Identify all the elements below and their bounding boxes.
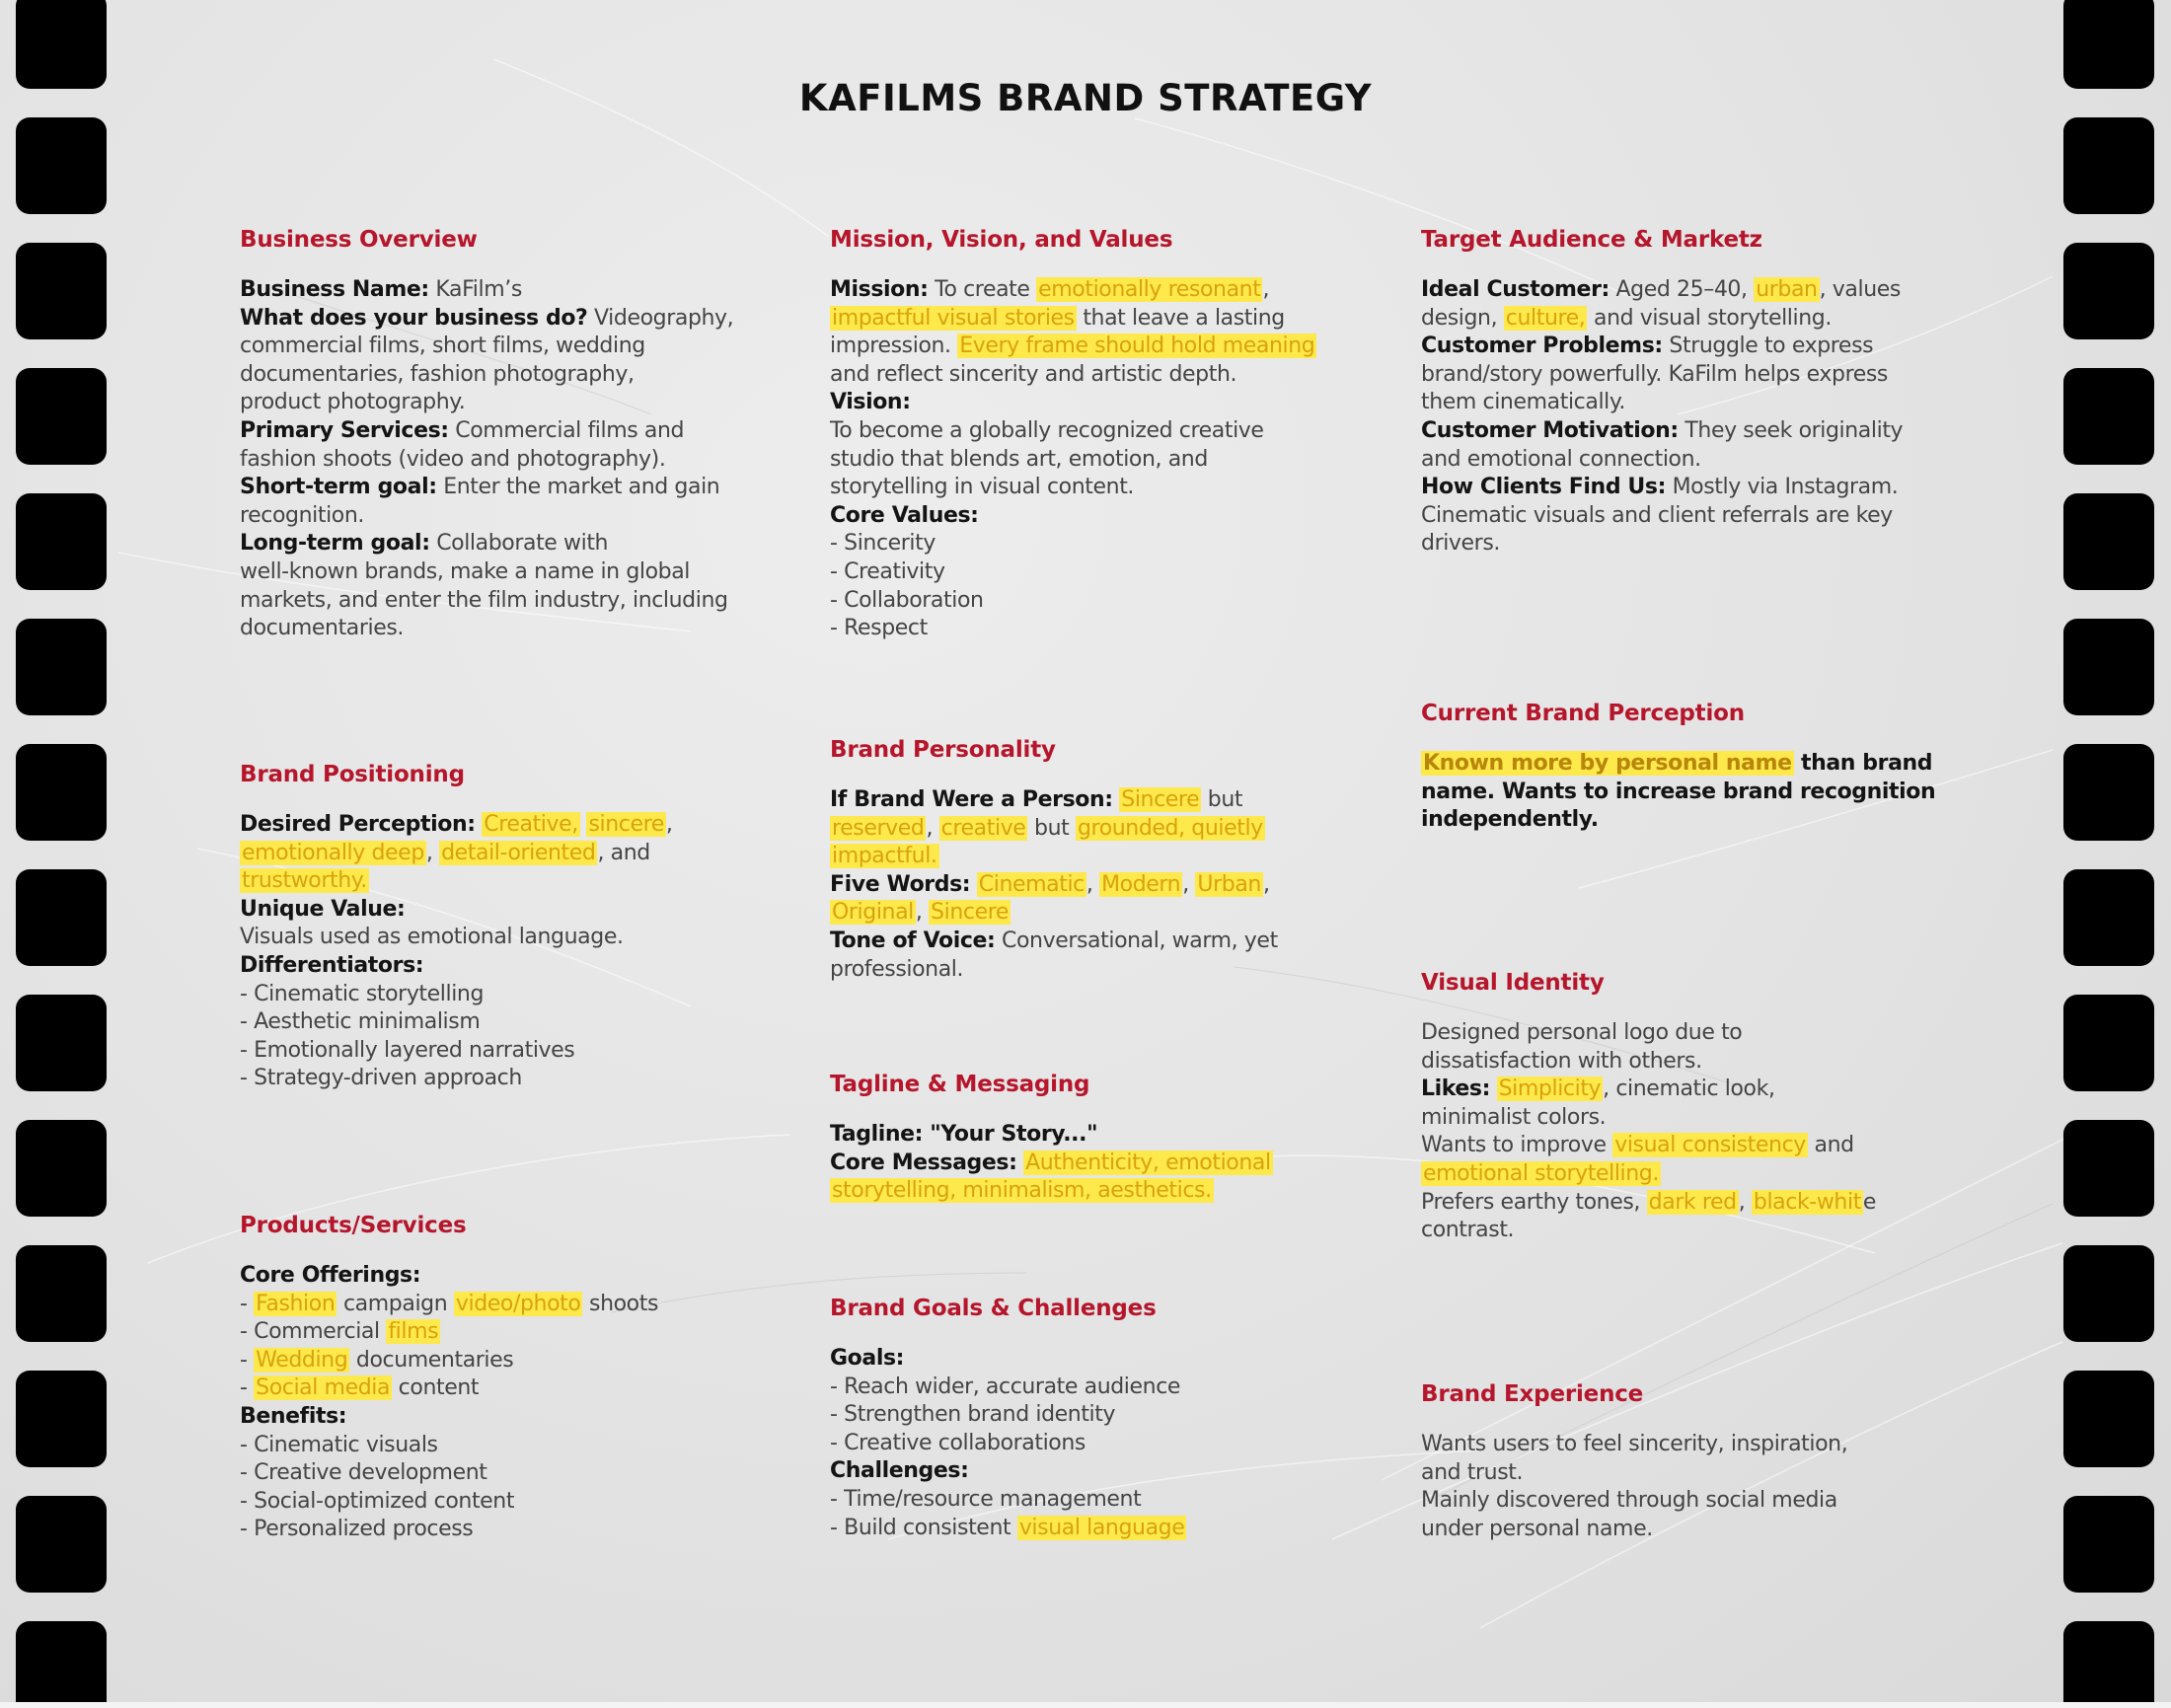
section-mission-vision-values (830, 225, 1383, 643)
list-item: - Strengthen brand identity (830, 1402, 1116, 1428)
highlight: Urban (1197, 871, 1261, 897)
bullet: - (240, 1319, 255, 1345)
section-visual-identity (1421, 968, 1974, 1245)
highlight: visual language (1018, 1515, 1185, 1540)
highlight: Creative, (484, 812, 578, 837)
punctuation: , (1086, 871, 1093, 897)
highlight: Original (832, 900, 914, 926)
highlight: urban (1756, 277, 1818, 302)
bullet: - (240, 1347, 255, 1373)
label: Short-term goal: (240, 475, 437, 500)
text-line: contrast. (1421, 1218, 1515, 1243)
punctuation: , (425, 840, 433, 865)
text: They seek originality (1684, 417, 1904, 443)
punctuation: , (915, 900, 923, 926)
label: Long-term goal: (240, 531, 430, 557)
highlight: Known more by personal name (1423, 751, 1792, 776)
label: Unique Value: (240, 896, 406, 922)
list-item: - Cinematic visuals (240, 1432, 438, 1457)
highlight: films (388, 1319, 439, 1345)
text-line: dissatisfaction with others. (1421, 1048, 1702, 1074)
text-line: fashion shoots (video and photography). (240, 446, 666, 472)
text-line: them cinematically. (1421, 390, 1625, 415)
text: and (1807, 1133, 1854, 1158)
highlight: impactful. (832, 844, 937, 869)
text: Struggle to express (1669, 334, 1874, 359)
text-line: and reflect sincerity and artistic depth. (830, 361, 1237, 387)
text-line: documentaries. (240, 616, 405, 641)
value: KaFilm’s (435, 277, 522, 302)
highlight: sincere (588, 812, 664, 837)
perforation (2063, 1371, 2154, 1467)
list-item: - Reach wider, accurate audience (830, 1374, 1181, 1399)
text-line: brand/story powerfully. KaFilm helps express (1421, 361, 1888, 387)
highlight: emotionally resonant (1038, 277, 1261, 302)
label: Customer Problems: (1421, 334, 1663, 359)
value: Commercial films and (455, 417, 685, 443)
section-products-services (240, 1211, 792, 1544)
highlight: Modern (1101, 871, 1181, 897)
text: To create (935, 277, 1037, 302)
bullet: - (240, 1291, 255, 1316)
list-item: - Collaboration (830, 587, 984, 613)
highlight: emotionally deep (242, 840, 424, 865)
perforation (2063, 0, 2154, 89)
perforation (2063, 1120, 2154, 1217)
label: Goals: (830, 1346, 905, 1371)
text: , and (597, 840, 650, 865)
text-line: minimalist colors. (1421, 1104, 1607, 1130)
text: but (1027, 815, 1076, 841)
label: Benefits: (240, 1403, 347, 1429)
text: , cinematic look, (1603, 1077, 1775, 1102)
highlight: Wedding (256, 1347, 348, 1373)
text: shoots (582, 1291, 659, 1316)
perforation (2063, 1621, 2154, 1702)
text-line: Wants users to feel sincerity, inspiration, (1421, 1432, 1848, 1456)
section-brand-experience (1421, 1379, 1974, 1543)
perforation (16, 117, 107, 214)
text: than brand (1793, 751, 1933, 776)
highlight: detail-oriented (441, 840, 596, 865)
text: e (1862, 1189, 1877, 1215)
list-item: - Social-optimized content (240, 1488, 515, 1514)
text-line: Designed personal logo due to (1421, 1020, 1743, 1045)
label: Desired Perception: (240, 812, 476, 837)
text: design, (1421, 305, 1504, 331)
section-tagline-messaging (830, 1070, 1383, 1206)
label: Mission: (830, 277, 929, 302)
highlight: Every frame should hold meaning (959, 334, 1315, 359)
text-line: and emotional connection. (1421, 446, 1701, 472)
perforation (16, 1245, 107, 1342)
text-line: commercial films, short films, wedding (240, 334, 645, 359)
punctuation: , (665, 812, 673, 837)
highlight: Fashion (256, 1291, 336, 1316)
label: Core Messages: (830, 1150, 1017, 1175)
label: If Brand Were a Person: (830, 787, 1113, 812)
text-line: Cinematic visuals and client referrals are key (1421, 502, 1893, 528)
text: documentaries (349, 1347, 514, 1373)
text-line: under personal name. (1421, 1516, 1653, 1541)
section-heading: Tagline & Messaging (830, 1072, 1090, 1097)
punctuation: , (1262, 871, 1270, 897)
perforation (16, 0, 107, 89)
highlight: Sincere (931, 900, 1010, 926)
list-item: - Sincerity (830, 531, 936, 557)
list-item: - Personalized process (240, 1517, 474, 1542)
section-heading: Business Overview (240, 227, 478, 253)
highlight: impactful visual stories (832, 305, 1075, 331)
highlight: Sincere (1121, 787, 1200, 812)
section-business-overview (240, 225, 792, 643)
highlight: dark red (1648, 1189, 1737, 1215)
perforation (2063, 1496, 2154, 1593)
list-item: - Time/resource management (830, 1486, 1142, 1512)
punctuation: , (1738, 1189, 1752, 1215)
bullet: - (240, 1375, 255, 1401)
label: Tone of Voice: (830, 928, 996, 953)
section-brand-personality (830, 735, 1383, 984)
label: Differentiators: (240, 952, 424, 978)
perforation (16, 368, 107, 465)
section-heading: Mission, Vision, and Values (830, 227, 1173, 253)
highlight: video/photo (455, 1291, 581, 1316)
section-heading: Brand Goals & Challenges (830, 1296, 1157, 1321)
text: Aged 25–40, (1615, 277, 1755, 302)
perforation (16, 995, 107, 1091)
list-item: - Creative development (240, 1460, 487, 1486)
tagline-text: Tagline: "Your Story..." (830, 1122, 1098, 1147)
section-heading: Products/Services (240, 1213, 467, 1238)
label: Likes: (1421, 1077, 1491, 1102)
section-heading: Target Audience & Marketz (1421, 227, 1762, 253)
label: Core Values: (830, 502, 979, 528)
text: campaign (337, 1291, 454, 1316)
list-item: - Aesthetic minimalism (240, 1009, 481, 1035)
perforation (16, 744, 107, 841)
text-line: studio that blends art, emotion, and (830, 446, 1208, 472)
perforation (2063, 869, 2154, 966)
section-heading: Current Brand Perception (1421, 701, 1745, 726)
perforation (16, 1120, 107, 1217)
text-line: well-known brands, make a name in global (240, 558, 691, 584)
list-item: - Creative collaborations (830, 1430, 1086, 1455)
section-target-audience (1421, 225, 1974, 558)
text: Commercial (254, 1319, 387, 1345)
perforation (2063, 995, 2154, 1091)
value: Collaborate with (436, 531, 609, 557)
list-item: - Respect (830, 616, 928, 641)
section-brand-goals-challenges (830, 1294, 1383, 1542)
text-line: To become a globally recognized creative (830, 417, 1264, 443)
label: Vision: (830, 390, 911, 415)
perforation (2063, 117, 2154, 214)
highlight: visual consistency (1614, 1133, 1806, 1158)
section-heading: Brand Personality (830, 737, 1056, 763)
text-line: independently. (1421, 807, 1599, 833)
list-item: - Creativity (830, 558, 945, 584)
text-line: Mainly discovered through social media (1421, 1488, 1837, 1514)
text: impression. (830, 334, 958, 359)
text: content (392, 1375, 480, 1401)
perforation (16, 493, 107, 590)
perforation (2063, 619, 2154, 715)
value: Enter the market and gain (443, 475, 720, 500)
text-line: product photography. (240, 390, 466, 415)
perforation (2063, 1245, 2154, 1342)
punctuation: , (1182, 871, 1189, 897)
perforation (2063, 368, 2154, 465)
text-line: and trust. (1421, 1459, 1524, 1485)
perforation (16, 243, 107, 339)
perforation (16, 1496, 107, 1593)
highlight: Simplicity (1498, 1077, 1602, 1102)
highlight: culture, (1505, 305, 1586, 331)
film-perforations-right (2063, 0, 2154, 1702)
perforation (16, 619, 107, 715)
punctuation: , (1262, 277, 1270, 302)
label: Challenges: (830, 1458, 969, 1484)
perforation (16, 1621, 107, 1702)
text-line: drivers. (1421, 531, 1500, 557)
perforation (16, 869, 107, 966)
perforation (16, 1371, 107, 1467)
highlight: emotional storytelling. (1423, 1160, 1659, 1186)
highlight: black-whit (1753, 1189, 1861, 1215)
text: and visual storytelling. (1587, 305, 1832, 331)
text-line: markets, and enter the film industry, including (240, 587, 728, 613)
text-line: recognition. (240, 502, 365, 528)
perforation (2063, 744, 2154, 841)
punctuation: , (926, 815, 934, 841)
section-brand-positioning (240, 760, 792, 1093)
text-line: name. Wants to increase brand recognition (1421, 779, 1936, 804)
text: Mostly via Instagram. (1672, 475, 1899, 500)
section-heading: Visual Identity (1421, 970, 1605, 996)
list-item: - Cinematic storytelling (240, 981, 485, 1006)
list-item: - Strategy-driven approach (240, 1066, 522, 1091)
highlight: Authenticity, emotional (1025, 1150, 1271, 1175)
highlight: storytelling, minimalism, aesthetics. (832, 1178, 1212, 1204)
label: Ideal Customer: (1421, 277, 1610, 302)
highlight: reserved (832, 815, 925, 841)
text-line: documentaries, fashion photography, (240, 361, 635, 387)
text: Conversational, warm, yet (1002, 928, 1278, 953)
bottom-edge (0, 1702, 2171, 1708)
page-title: KAFILMS BRAND STRATEGY (798, 77, 1373, 119)
text: - Build consistent (830, 1515, 1017, 1540)
perforation (2063, 243, 2154, 339)
text: , values (1819, 277, 1901, 302)
label: Customer Motivation: (1421, 417, 1679, 443)
text: but (1201, 787, 1243, 812)
text-line: professional. (830, 956, 964, 982)
label: Business Name: (240, 277, 429, 302)
text: that leave a lasting (1076, 305, 1285, 331)
highlight: creative (940, 815, 1026, 841)
value: Videography, (594, 305, 734, 331)
highlight: grounded, quietly (1077, 815, 1263, 841)
label: How Clients Find Us: (1421, 475, 1666, 500)
film-perforations-left (16, 0, 107, 1702)
perforation (2063, 493, 2154, 590)
text: Prefers earthy tones, (1421, 1189, 1647, 1215)
label: What does your business do? (240, 305, 588, 331)
section-current-brand-perception (1421, 699, 1974, 835)
label: Five Words: (830, 871, 971, 897)
text: Wants to improve (1421, 1133, 1613, 1158)
list-item: - Emotionally layered narratives (240, 1037, 575, 1063)
label: Core Offerings: (240, 1263, 421, 1288)
text-line: Visuals used as emotional language. (240, 925, 624, 950)
highlight: Social media (256, 1375, 391, 1401)
text-line: storytelling in visual content. (830, 475, 1135, 500)
section-heading: Brand Experience (1421, 1381, 1644, 1407)
section-heading: Brand Positioning (240, 762, 465, 787)
highlight: Cinematic (978, 871, 1085, 897)
label: Primary Services: (240, 417, 449, 443)
highlight: trustworthy. (242, 868, 367, 894)
